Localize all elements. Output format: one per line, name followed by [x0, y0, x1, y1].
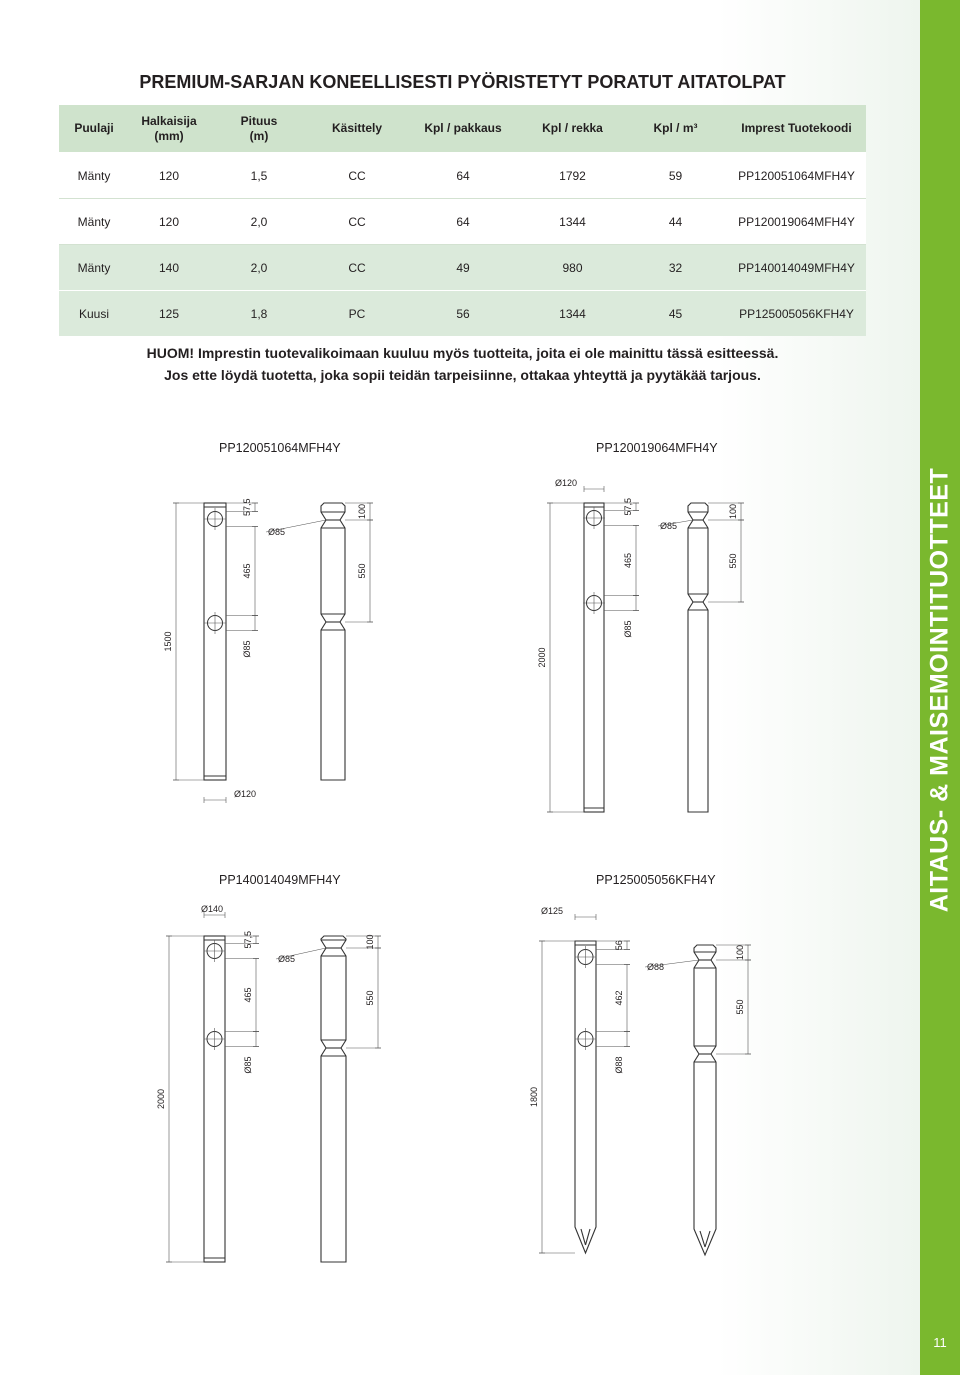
table-cell: 1,8	[209, 291, 309, 337]
table-cell: 1,5	[209, 153, 309, 199]
sidebar	[920, 0, 960, 1375]
drawing-1-post-outline	[204, 503, 226, 780]
drawing-2-side-notch-spacing-dim-label: 550	[728, 553, 738, 569]
table-cell: 1792	[521, 153, 624, 199]
table-cell: 56	[405, 291, 521, 337]
drawing-4-length-dim-label: 1800	[529, 1086, 539, 1108]
drawing-2-length-dim-label: 2000	[537, 647, 547, 668]
drawing-2-side-notch-top-dim-label: 100	[728, 503, 738, 520]
drawing-2-diameter-label: Ø120	[554, 478, 578, 488]
drawing-2-hole-dia-label: Ø85	[623, 620, 633, 638]
drawing-1-side-notch-spacing-dim-label: 550	[357, 563, 367, 579]
page-title: PREMIUM-SARJAN KONEELLISESTI PYÖRISTETYT PORATUT AITATOLPAT	[139, 72, 786, 92]
table-cell: Mänty	[59, 245, 129, 291]
col-header-kpl-pakkaus: Kpl / pakkaus	[405, 105, 521, 153]
table-cell: 44	[624, 199, 727, 245]
drawing-1-side-notch-top-dim-label: 100	[357, 503, 367, 520]
drawing-title-4: PP125005056KFH4Y	[596, 873, 716, 887]
table-cell: 140	[129, 245, 209, 291]
note-line-1: HUOM! Imprestin tuotevalikoimaan kuuluu myös tuotteita, joita ei ole mainittu tässä esitteessä.	[146, 345, 779, 361]
col-header-tuotekoodi: Imprest Tuotekoodi	[727, 105, 866, 153]
drawing-title-2: PP120019064MFH4Y	[596, 441, 718, 455]
sidebar-title: AITAUS- & MAISEMOINTITUOTTEET	[925, 467, 954, 913]
drawing-1-diameter-label: Ø120	[233, 789, 257, 799]
table-cell: 120	[129, 199, 209, 245]
drawing-2-top-offset-dim-label: 57,5	[623, 497, 633, 516]
col-header-kpl-m3: Kpl / m³	[624, 105, 727, 153]
table-cell: 59	[624, 153, 727, 199]
drawing-4-side-notch-spacing-dim-label: 550	[735, 999, 745, 1015]
table-cell: 1344	[521, 199, 624, 245]
table-cell: 64	[405, 199, 521, 245]
drawing-2-hole-spacing-dim-label: 465	[623, 552, 633, 569]
table-cell: CC	[309, 245, 405, 291]
table-cell: PP120019064MFH4Y	[727, 199, 866, 245]
drawing-4-diameter-label: Ø125	[540, 906, 564, 916]
col-header-kasittely: Käsittely	[309, 105, 405, 153]
note-line-2: Jos ette löydä tuotetta, joka sopii teidän tarpeisiinne, ottakaa yhteyttä ja pyytäkää tarjous.	[164, 367, 761, 383]
table-cell: Mänty	[59, 199, 129, 245]
table-cell: 2,0	[209, 199, 309, 245]
drawing-4-side-notch-top-dim-label: 100	[735, 944, 745, 961]
table-cell: 980	[521, 245, 624, 291]
table-cell: 32	[624, 245, 727, 291]
table-cell: CC	[309, 199, 405, 245]
drawing-1-hole-spacing-dim-label: 465	[242, 563, 252, 579]
drawing-2-post-outline	[584, 503, 604, 812]
drawing-3-side-notch-dia-label: Ø85	[278, 954, 296, 964]
page-number: 11	[933, 1335, 947, 1350]
drawing-4-hole-spacing-dim-label: 462	[614, 990, 624, 1006]
drawing-3-post-outline	[204, 936, 225, 1262]
drawing-2-side-notch-dia-label: Ø85	[660, 521, 678, 531]
drawing-3-hole-dia-label: Ø85	[243, 1056, 253, 1074]
drawing-2-side-post-outline	[688, 503, 708, 812]
table-cell: PP120051064MFH4Y	[727, 153, 866, 199]
drawing-1-hole-dia-label: Ø85	[242, 640, 252, 658]
col-header-pituus: Pituus (m)	[209, 105, 309, 153]
drawing-4-hole-dia-label: Ø88	[614, 1056, 624, 1074]
drawing-4-top-offset-dim-label: 56	[614, 940, 624, 951]
drawing-1-side-notch-leader	[266, 520, 326, 532]
drawing-4-side-post-outline	[694, 945, 716, 1255]
table-cell: Kuusi	[59, 291, 129, 337]
drawing-1-length-dim-label: 1500	[163, 631, 173, 652]
drawing-4-side-notch-dia-label: Ø88	[647, 962, 665, 972]
drawing-1-side-notch-dia-label: Ø85	[268, 527, 286, 537]
drawing-3-top-offset-dim-label: 57,5	[243, 930, 253, 949]
col-header-puulaji: Puulaji	[59, 105, 129, 153]
drawing-3-diameter-label: Ø140	[200, 904, 224, 914]
drawing-3-hole-spacing-dim-label: 465	[243, 987, 253, 1003]
drawing-3-side-notch-spacing-dim-label: 550	[365, 990, 375, 1006]
table-cell: PP125005056KFH4Y	[727, 291, 866, 337]
drawing-3-side-post-outline	[321, 936, 346, 1262]
drawing-1-top-offset-dim-label: 57,5	[242, 498, 252, 517]
table-cell: 1344	[521, 291, 624, 337]
table-cell: 125	[129, 291, 209, 337]
table-cell: 64	[405, 153, 521, 199]
table-cell: 120	[129, 153, 209, 199]
col-header-halkaisija: Halkaisija (mm)	[129, 105, 209, 153]
table-cell: 45	[624, 291, 727, 337]
col-header-kpl-rekka: Kpl / rekka	[521, 105, 624, 153]
table-cell: PP140014049MFH4Y	[727, 245, 866, 291]
table-cell: CC	[309, 153, 405, 199]
drawing-title-1: PP120051064MFH4Y	[219, 441, 341, 455]
table-cell: Mänty	[59, 153, 129, 199]
drawing-1-side-post-outline	[321, 503, 345, 780]
drawing-4-post-outline	[575, 941, 596, 1253]
drawing-3-side-notch-top-dim-label: 100	[365, 934, 375, 950]
drawing-3-length-dim-label: 2000	[156, 1088, 166, 1110]
table-cell: 2,0	[209, 245, 309, 291]
table-cell: PC	[309, 291, 405, 337]
table-cell: 49	[405, 245, 521, 291]
drawing-title-3: PP140014049MFH4Y	[219, 873, 341, 887]
